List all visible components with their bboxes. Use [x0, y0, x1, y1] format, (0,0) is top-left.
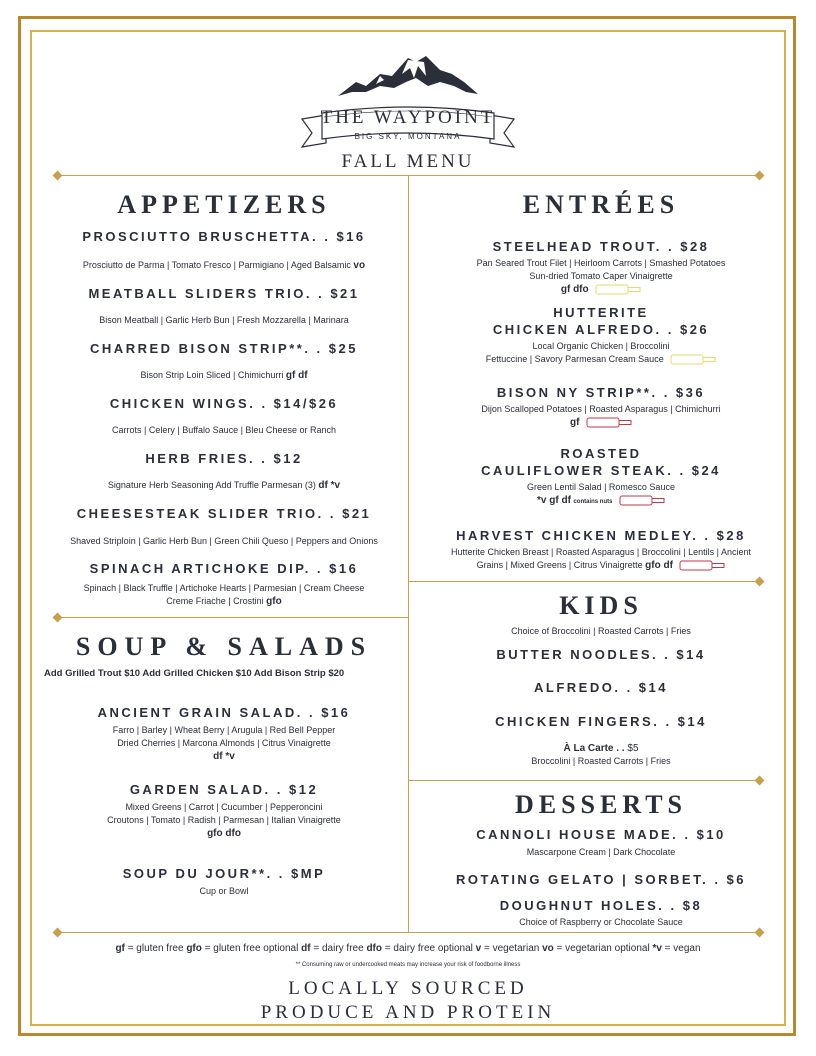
wine-pairing-bottle-icon	[595, 284, 641, 295]
item-desc: Shaved Striploin | Garlic Herb Bun | Green Chili Queso | Peppers and Onions	[70, 536, 378, 546]
item-title: SPINACH ARTICHOKE DIP. . $16	[89, 561, 359, 576]
entree-item	[412, 305, 790, 366]
raw-meat-warning: ** Consuming raw or undercooked meats may increase your risk of foodborne illness	[295, 962, 521, 968]
item-desc: Carrots | Celery | Buffalo Sauce | Bleu Cheese or Ranch	[112, 425, 336, 435]
menu-title: FALL MENU	[341, 151, 475, 172]
appetizer-desc	[44, 479, 404, 492]
kids-item	[412, 714, 790, 729]
key-v: v	[475, 943, 482, 954]
item-title: STEELHEAD TROUT. . $28	[492, 239, 710, 254]
key-gfo-text: = gluten free optional	[201, 943, 302, 954]
slogan-line2: PRODUCE AND PROTEIN	[260, 1002, 556, 1023]
diet-tag: vo	[353, 260, 366, 271]
wine-pairing-bottle-icon	[619, 495, 665, 506]
soup-item	[44, 866, 404, 898]
item-title: GARDEN SALAD. . $12	[129, 782, 319, 797]
a-la-carte-desc: Broccolini | Roasted Carrots | Fries	[531, 756, 671, 766]
item-desc: Hutterite Chicken Breast | Roasted Asparagus | Broccolini | Lentils | Ancient	[450, 547, 751, 557]
item-desc: Bison Strip Loin Sliced | Chimichurri	[140, 370, 284, 380]
dietary-key	[0, 943, 816, 954]
kids-subtitle: Choice of Broccolini | Roasted Carrots | Fries	[511, 626, 691, 636]
item-desc: Green Lentil Salad | Romesco Sauce	[527, 482, 675, 492]
item-desc: Bison Meatball | Garlic Herb Bun | Fresh Mozzarella | Marinara	[99, 315, 349, 325]
item-desc-line2: Creme Friache | Crostini	[166, 596, 264, 606]
item-desc: Prosciutto de Parma | Tomato Fresco | Parmigiano | Aged Balsamic	[82, 260, 351, 270]
appetizer-desc	[44, 369, 404, 382]
item-title: CHICKEN FINGERS. . $14	[495, 714, 707, 729]
item-title: HERB FRIES. . $12	[145, 451, 303, 466]
item-title: BISON NY STRIP**. . $36	[496, 385, 706, 400]
item-desc-line2: Croutons | Tomato | Radish | Parmesan | Italian Vinaigrette	[107, 815, 341, 825]
entree-item	[412, 528, 790, 572]
salad-item	[44, 705, 404, 763]
item-desc: Spinach | Black Truffle | Artichoke Hearts | Parmesian | Cream Cheese	[83, 583, 365, 593]
item-desc: Mascarpone Cream | Dark Chocolate	[526, 847, 676, 857]
item-desc: Cup or Bowl	[199, 886, 249, 896]
key-vo: vo	[542, 943, 554, 954]
key-vegan-text: = vegan	[661, 943, 701, 954]
wine-pairing-bottle-icon	[679, 560, 725, 571]
slogan-line1: LOCALLY SOURCED	[288, 978, 528, 999]
brand-location: BIG SKY, MONTANA	[354, 132, 462, 141]
dessert-item	[412, 898, 790, 929]
item-desc: Farro | Barley | Wheat Berry | Arugula | Red Bell Pepper	[112, 725, 336, 735]
diet-tag: gf dfo	[560, 284, 589, 295]
item-title: CANNOLI HOUSE MADE. . $10	[476, 827, 726, 842]
item-title: ROASTED	[560, 446, 642, 461]
left-section-divider	[56, 617, 408, 618]
item-title: ALFREDO. . $14	[534, 680, 668, 695]
appetizer-item	[44, 286, 404, 301]
desserts-title: DESSERTS	[514, 790, 688, 819]
key-df: df	[301, 943, 311, 954]
item-desc: Dijon Scalloped Potatoes | Roasted Asparagus | Chimichurri	[481, 404, 721, 414]
appetizer-item	[44, 506, 404, 521]
kids-divider	[408, 581, 762, 582]
appetizers-title: APPETIZERS	[117, 190, 331, 219]
item-title: ANCIENT GRAIN SALAD. . $16	[97, 705, 351, 720]
key-gf-text: = gluten free	[124, 943, 187, 954]
entrees-section	[412, 190, 790, 220]
diet-tag: gfo df	[645, 560, 673, 571]
item-title: CHEESESTEAK SLIDER TRIO. . $21	[76, 506, 372, 521]
item-title: HARVEST CHICKEN MEDLEY. . $28	[456, 528, 746, 543]
soups-addons	[44, 667, 384, 680]
appetizer-desc	[44, 314, 404, 327]
a-la-carte-price: $5	[627, 743, 639, 754]
item-title: BUTTER NOODLES. . $14	[496, 647, 706, 662]
item-title: PROSCIUTTO BRUSCHETTA. . $16	[82, 229, 366, 244]
appetizer-item	[44, 561, 404, 576]
entree-item	[412, 446, 790, 509]
key-vegan: *v	[652, 943, 662, 954]
wine-pairing-bottle-icon	[670, 354, 716, 365]
key-gf: gf	[115, 943, 125, 954]
slogan	[0, 977, 816, 1025]
item-desc: Pan Seared Trout Filet | Heirloom Carrots | Smashed Potatoes	[476, 258, 726, 268]
item-title: HUTTERITE	[553, 305, 649, 320]
top-divider	[56, 175, 762, 176]
allergen-note: contains nuts	[573, 499, 613, 505]
appetizer-desc	[44, 259, 404, 272]
item-title: DOUGHNUT HOLES. . $8	[499, 898, 703, 913]
kids-item	[412, 680, 790, 695]
item-title: ROTATING GELATO | SORBET. . $6	[455, 872, 747, 887]
appetizer-item	[44, 341, 404, 356]
entree-item	[412, 239, 790, 296]
appetizer-item	[44, 396, 404, 411]
appetizer-item	[44, 451, 404, 466]
salad-item	[44, 782, 404, 840]
key-df-text: = dairy free	[310, 943, 367, 954]
appetizer-item	[44, 229, 404, 244]
item-title: MEATBALL SLIDERS TRIO. . $21	[88, 286, 360, 301]
soups-section	[44, 632, 404, 662]
a-la-carte-label: À La Carte . .	[563, 743, 625, 754]
diet-tag: gf	[570, 417, 580, 428]
item-desc: Choice of Raspberry or Chocolate Sauce	[519, 917, 683, 927]
item-desc: Signature Herb Seasoning Add Truffle Parmesan (3)	[107, 480, 316, 490]
kids-section	[412, 591, 790, 638]
column-divider	[408, 175, 409, 933]
item-title-line2: CAULIFLOWER STEAK. . $24	[481, 463, 721, 478]
diet-tag: gf df	[285, 370, 308, 381]
diet-tag: df *v	[318, 480, 341, 491]
appetizer-desc	[44, 535, 404, 548]
kids-item	[412, 647, 790, 662]
key-gfo: gfo	[186, 943, 202, 954]
key-v-text: = vegetarian	[481, 943, 543, 954]
key-dfo-text: = dairy free optional	[381, 943, 476, 954]
a-la-carte	[412, 742, 790, 768]
key-vo-text: = vegetarian optional	[553, 943, 653, 954]
item-desc-line2: Sun-dried Tomato Caper Vinaigrette	[529, 271, 673, 281]
item-desc-line2: Fettuccine | Savory Parmesan Cream Sauce	[485, 354, 664, 364]
diet-tag: *v gf df	[537, 495, 571, 506]
item-title-line2: CHICKEN ALFREDO. . $26	[492, 322, 710, 337]
mountain-logo-icon	[336, 52, 480, 100]
soups-title: SOUP & SALADS	[75, 632, 373, 661]
dessert-item	[412, 827, 790, 859]
entrees-title: ENTRÉES	[522, 190, 680, 219]
appetizer-desc	[44, 582, 404, 608]
item-title: CHARRED BISON STRIP**. . $25	[90, 341, 358, 356]
item-desc-line2: Dried Cherries | Marcona Almonds | Citrus Vinaigrette	[117, 738, 331, 748]
key-dfo: dfo	[366, 943, 382, 954]
brand-name: THE WAYPOINT	[320, 107, 496, 128]
diet-tag: df *v	[213, 751, 235, 762]
item-title: SOUP DU JOUR**. . $MP	[122, 866, 326, 881]
appetizers-section	[44, 190, 404, 220]
item-desc: Local Organic Chicken | Broccolini	[532, 341, 670, 351]
kids-title: KIDS	[559, 591, 643, 620]
diet-tag: gfo dfo	[207, 828, 241, 839]
desserts-section	[412, 790, 790, 820]
appetizer-desc	[44, 424, 404, 437]
entree-item	[412, 385, 790, 429]
item-desc-line2: Grains | Mixed Greens | Citrus Vinaigrette	[476, 560, 643, 570]
bottom-divider	[56, 932, 762, 933]
desserts-divider	[408, 780, 762, 781]
diet-tag: gfo	[266, 596, 282, 607]
item-title: CHICKEN WINGS. . $14/$26	[109, 396, 339, 411]
dessert-item	[412, 872, 790, 887]
addons-text: Add Grilled Trout $10 Add Grilled Chicken $10 Add Bison Strip $20	[44, 668, 345, 679]
wine-pairing-bottle-icon	[586, 417, 632, 428]
item-desc: Mixed Greens | Carrot | Cucumber | Pepperoncini	[125, 802, 323, 812]
